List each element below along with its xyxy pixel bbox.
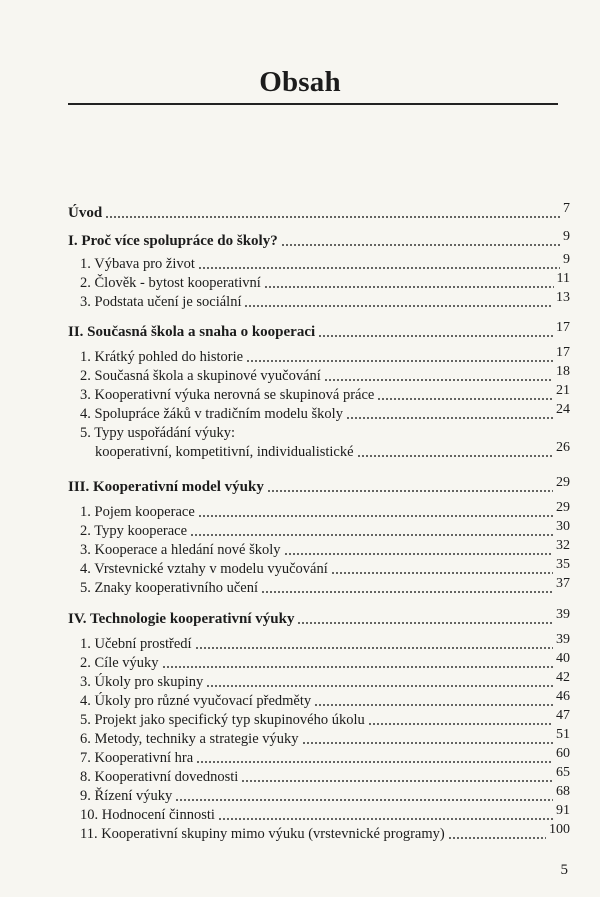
toc-entry — [68, 747, 570, 767]
dot-leader — [302, 741, 553, 745]
dot-leader — [267, 489, 553, 493]
toc-entry — [68, 558, 570, 578]
toc-entry-label: III. Kooperativní model výuky — [68, 479, 264, 495]
toc-entry-label: 5. Znaky kooperativního učení — [80, 580, 258, 596]
toc-entry-label: 1. Pojem kooperace — [80, 504, 195, 520]
toc-entry — [68, 422, 570, 442]
dot-leader — [377, 397, 553, 401]
toc-entry-label: 3. Kooperace a hledání nové školy — [80, 542, 281, 558]
toc-page-number: 21 — [556, 383, 570, 398]
dot-leader — [284, 552, 553, 556]
toc-entry-label: 3. Podstata učení je sociální — [80, 294, 242, 310]
dot-leader — [297, 621, 553, 625]
dot-leader — [324, 378, 553, 382]
dot-leader — [261, 590, 553, 594]
toc-page-number: 91 — [556, 803, 570, 818]
toc-page-number: 100 — [549, 822, 570, 837]
toc-page-number: 29 — [556, 500, 570, 515]
dot-leader — [190, 533, 553, 537]
dot-leader — [314, 703, 553, 707]
dot-leader — [448, 836, 546, 840]
toc-entry — [68, 346, 570, 366]
toc-entry — [68, 709, 570, 729]
toc-entry-label: 4. Spolupráce žáků v tradičním modelu školy — [80, 406, 343, 422]
toc-entry-label: 2. Cíle výuky — [80, 655, 159, 671]
toc-page-number: 7 — [563, 201, 570, 216]
dot-leader — [281, 243, 560, 247]
toc-entry — [68, 766, 570, 786]
dot-leader — [218, 817, 553, 821]
toc-entry-label: 2. Typy kooperace — [80, 523, 188, 539]
toc-entry-label: 2. Člověk - bytost kooperativní — [80, 275, 261, 291]
toc-page-number: 65 — [556, 765, 570, 780]
toc-page-number: 17 — [556, 345, 570, 360]
toc-page-number: 47 — [556, 708, 570, 723]
toc-entry-label: 4. Vrstevnické vztahy v modelu vyučování — [80, 561, 328, 577]
toc-page-number: 17 — [556, 320, 570, 335]
toc-page-number: 13 — [556, 290, 570, 305]
toc-entry-label: 3. Kooperativní výuka nerovná se skupinová práce — [80, 387, 375, 403]
toc-section-heading — [68, 202, 570, 222]
toc-entry — [68, 501, 570, 521]
toc-entry-label: 5. Typy uspořádání výuky: — [80, 425, 235, 441]
dot-leader — [198, 266, 560, 270]
toc-page-number: 68 — [556, 784, 570, 799]
toc-page-number: 42 — [556, 670, 570, 685]
dot-leader — [368, 722, 553, 726]
toc-entry — [68, 365, 570, 385]
toc-entry-label: 1. Výbava pro život — [80, 256, 195, 272]
toc-entry — [68, 403, 570, 423]
toc-page-number: 35 — [556, 557, 570, 572]
dot-leader — [175, 798, 553, 802]
toc-entry — [68, 671, 570, 691]
toc-page-number: 39 — [556, 607, 570, 622]
toc-entry-label: Úvod — [68, 205, 103, 221]
toc-page-number: 60 — [556, 746, 570, 761]
toc-entry — [68, 633, 570, 653]
toc-entry — [68, 804, 570, 824]
dot-leader — [318, 334, 553, 338]
dot-leader — [346, 416, 553, 420]
toc-entry — [68, 577, 570, 597]
toc-entry — [68, 728, 570, 748]
toc-entry-label: kooperativní, kompetitivní, individualistické — [95, 444, 354, 460]
toc-entry-label: 4. Úkoly pro různé vyučovací předměty — [80, 693, 312, 709]
dot-leader — [264, 285, 554, 289]
toc-entry — [68, 785, 570, 805]
toc-entry — [68, 520, 570, 540]
toc-page-number: 26 — [556, 440, 570, 455]
dot-leader — [162, 665, 553, 669]
toc-page-number: 9 — [563, 229, 570, 244]
toc-entry-label: 5. Projekt jako specifický typ skupinového úkolu — [80, 712, 365, 728]
dot-leader — [195, 646, 553, 650]
toc-page-number: 24 — [556, 402, 570, 417]
toc-page-number: 37 — [556, 576, 570, 591]
toc-section-heading — [68, 608, 570, 628]
dot-leader — [244, 304, 553, 308]
dot-leader — [241, 779, 553, 783]
toc-entry — [68, 253, 570, 273]
toc-page-number: 11 — [556, 271, 570, 286]
toc-page-number: 40 — [556, 651, 570, 666]
toc-entry-label: 11. Kooperativní skupiny mimo výuku (vrstevnické programy) — [80, 826, 445, 842]
dot-leader — [206, 684, 553, 688]
toc-entry-label: 8. Kooperativní dovednosti — [80, 769, 239, 785]
toc-entry-label: 9. Řízení výuky — [80, 788, 173, 804]
toc-entry-label: 7. Kooperativní hra — [80, 750, 194, 766]
dot-leader — [196, 760, 553, 764]
dot-leader — [331, 571, 553, 575]
toc-entry — [68, 823, 570, 843]
toc-section-heading — [68, 321, 570, 341]
toc-page-number: 46 — [556, 689, 570, 704]
toc-page-number: 9 — [563, 252, 570, 267]
toc-section-heading — [68, 476, 570, 496]
toc-page-number: 29 — [556, 475, 570, 490]
toc-entry-label: 6. Metody, techniky a strategie výuky — [80, 731, 299, 747]
toc-page-number: 18 — [556, 364, 570, 379]
toc-entry-label: 10. Hodnocení činnosti — [80, 807, 215, 823]
toc-entry-label: 1. Učební prostředí — [80, 636, 192, 652]
dot-leader — [357, 454, 553, 458]
toc-entry-label: IV. Technologie kooperativní výuky — [68, 611, 295, 627]
dot-leader — [246, 359, 553, 363]
toc-entry-label: 1. Krátký pohled do historie — [80, 349, 244, 365]
toc-entry-label: I. Proč více spolupráce do školy? — [68, 233, 278, 249]
toc-entry — [68, 539, 570, 559]
page-number: 5 — [560, 862, 568, 878]
page-title: Obsah — [259, 66, 341, 98]
toc-entry-label: II. Současná škola a snaha o kooperaci — [68, 324, 316, 340]
dot-leader — [198, 514, 553, 518]
toc-entry — [68, 384, 570, 404]
toc-entry-label: 3. Úkoly pro skupiny — [80, 674, 204, 690]
toc-entry-label: 2. Současná škola a skupinové vyučování — [80, 368, 321, 384]
toc-entry — [68, 272, 570, 292]
toc-page-number: 32 — [556, 538, 570, 553]
toc-page-number: 30 — [556, 519, 570, 534]
toc-entry — [68, 652, 570, 672]
dot-leader — [105, 215, 560, 219]
toc-entry — [68, 690, 570, 710]
toc-entry — [68, 291, 570, 311]
toc-section-heading — [68, 230, 570, 250]
toc-page-number: 51 — [556, 727, 570, 742]
toc-entry — [68, 441, 570, 461]
toc-page-number: 39 — [556, 632, 570, 647]
